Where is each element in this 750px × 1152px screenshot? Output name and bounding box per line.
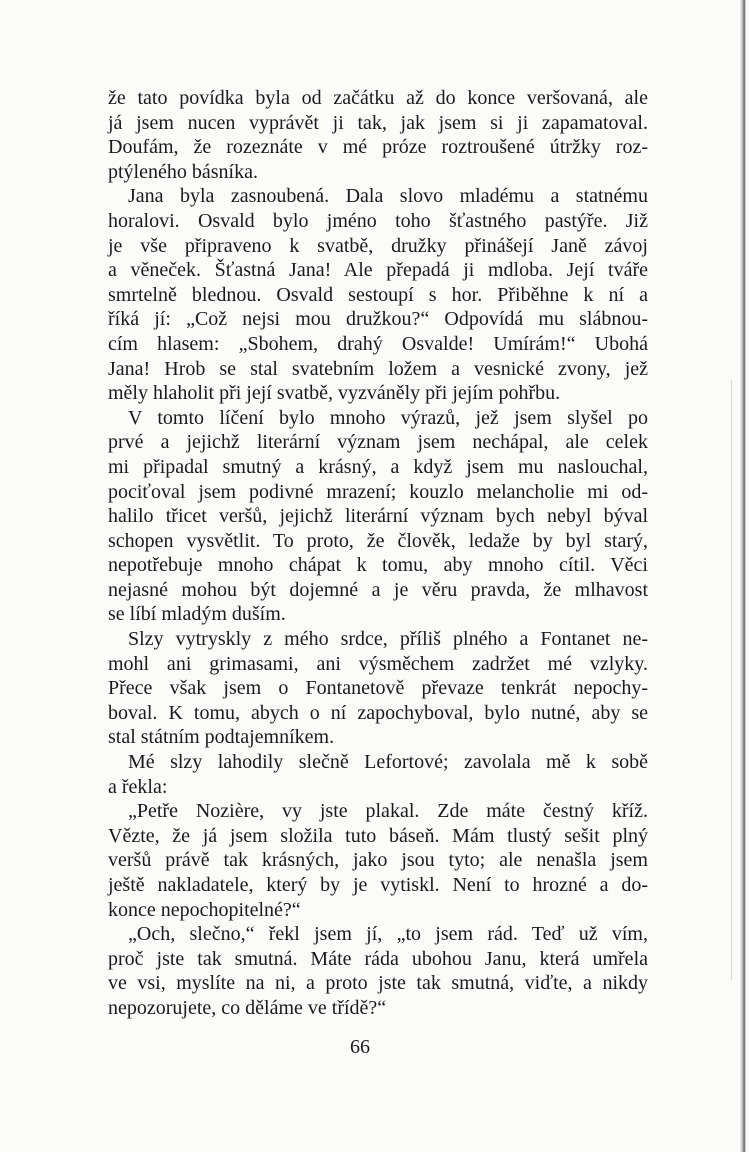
scan-bleed-line [731, 380, 732, 980]
scan-edge [740, 0, 746, 1152]
text-line: Mé slzy lahodily slečně Lefortové; zavolala mě k sobě [128, 751, 648, 774]
text-line: stal státním podtajemníkem. [108, 726, 335, 749]
text-line: měly hlaholit při její svatbě, vyzváněly při jejím pohřbu. [108, 382, 561, 405]
text-line: schopen vysvětlit. To proto, že člověk, ledaže by byl starý, [108, 529, 648, 552]
text-line: mohl ani grimasami, ani výsměchem zadržet mé vzlyky. [108, 652, 648, 675]
text-line: V tomto líčení bylo mnoho výrazů, jež jsem slyšel po [128, 406, 648, 429]
text-line: Vězte, že já jsem složila tuto báseň. Mám tlustý sešit plný [108, 824, 648, 847]
text-line: Slzy vytryskly z mého srdce, příliš plného a Fontanet ne- [128, 628, 648, 651]
paragraph [108, 406, 648, 627]
text-line: a věneček. Šťastná Jana! Ale přepadá ji mdloba. Její tváře [108, 259, 648, 282]
text-line: mi připadal smutný a krásný, a když jsem mu naslouchal, [108, 455, 648, 478]
paragraph [108, 86, 648, 184]
paragraph [108, 750, 648, 799]
text-line: „Petře Nozière, vy jste plakal. Zde máte čestný kříž. [128, 800, 648, 823]
text-line: a řekla: [108, 775, 168, 798]
text-line: smrtelně blednou. Osvald sestoupí s hor. Přiběhne k ní a [108, 283, 648, 306]
text-line: Přece však jsem o Fontanetově převaze tenkrát nepochy- [108, 677, 648, 700]
text-line: veršů právě tak krásných, jako jsou tyto; ale nenašla jsem [108, 849, 648, 872]
text-line: nejasné mohou být dojemné a je věru pravda, že mlhavost [108, 578, 648, 601]
text-line: ve vsi, myslíte na ni, a proto jste tak smutná, viďte, a nikdy [108, 972, 648, 995]
text-line: říká jí: „Což nejsi mou družkou?“ Odpovídá mu slábnou- [108, 308, 648, 331]
text-line: pociťoval jsem podivné mrazení; kouzlo melancholie mi od- [108, 480, 648, 503]
paragraph [108, 184, 648, 405]
text-line: Jana byla zasnoubená. Dala slovo mladému a statnému [128, 185, 648, 208]
text-line: boval. K tomu, abych o ní zapochyboval, bylo nutné, aby se [108, 701, 648, 724]
text-line: je vše připraveno k svatbě, družky přinášejí Janě závoj [108, 234, 648, 257]
text-line: halilo třicet veršů, jejichž literární význam bych nebyl býval [108, 505, 648, 528]
paragraph [108, 799, 648, 922]
text-line: že tato povídka byla od začátku až do konce veršovaná, ale [108, 87, 648, 109]
text-line: Doufám, že rozeznáte v mé próze roztroušené útržky roz- [108, 136, 648, 159]
text-line: nepotřebuje mnoho chápat k tomu, aby mnoho cítil. Věci [108, 554, 648, 577]
paragraph [108, 627, 648, 750]
page-number: 66 [350, 1036, 370, 1058]
text-line: ptýleného básníka. [108, 160, 258, 183]
text-line: prvé a jejichž literární význam jsem nechápal, ale celek [108, 431, 648, 454]
text-line: cím hlasem: „Sbohem, drahý Osvalde! Umírám!“ Ubohá [108, 332, 648, 355]
text-line: horalovi. Osvald bylo jméno toho šťastného pastýře. Již [108, 209, 648, 232]
page-body-text [108, 86, 648, 1021]
text-line: já jsem nucen vyprávět ji tak, jak jsem si ji zapamatoval. [108, 111, 648, 134]
text-line: konce nepochopitelné?“ [108, 898, 301, 921]
paragraph [108, 922, 648, 1020]
text-line: ještě nakladatele, který by je vytiskl. Není to hrozné a do- [108, 874, 648, 896]
text-line: „Och, slečno,“ řekl jsem jí, „to jsem rád. Teď už vím, [128, 923, 648, 946]
text-line: nepozorujete, co děláme ve třídě?“ [108, 996, 387, 1019]
text-line: se líbí mladým duším. [108, 603, 286, 626]
text-line: Jana! Hrob se stal svatebním ložem a vesnické zvony, jež [108, 357, 648, 380]
text-line: proč jste tak smutná. Máte ráda ubohou Janu, která umřela [108, 947, 648, 970]
